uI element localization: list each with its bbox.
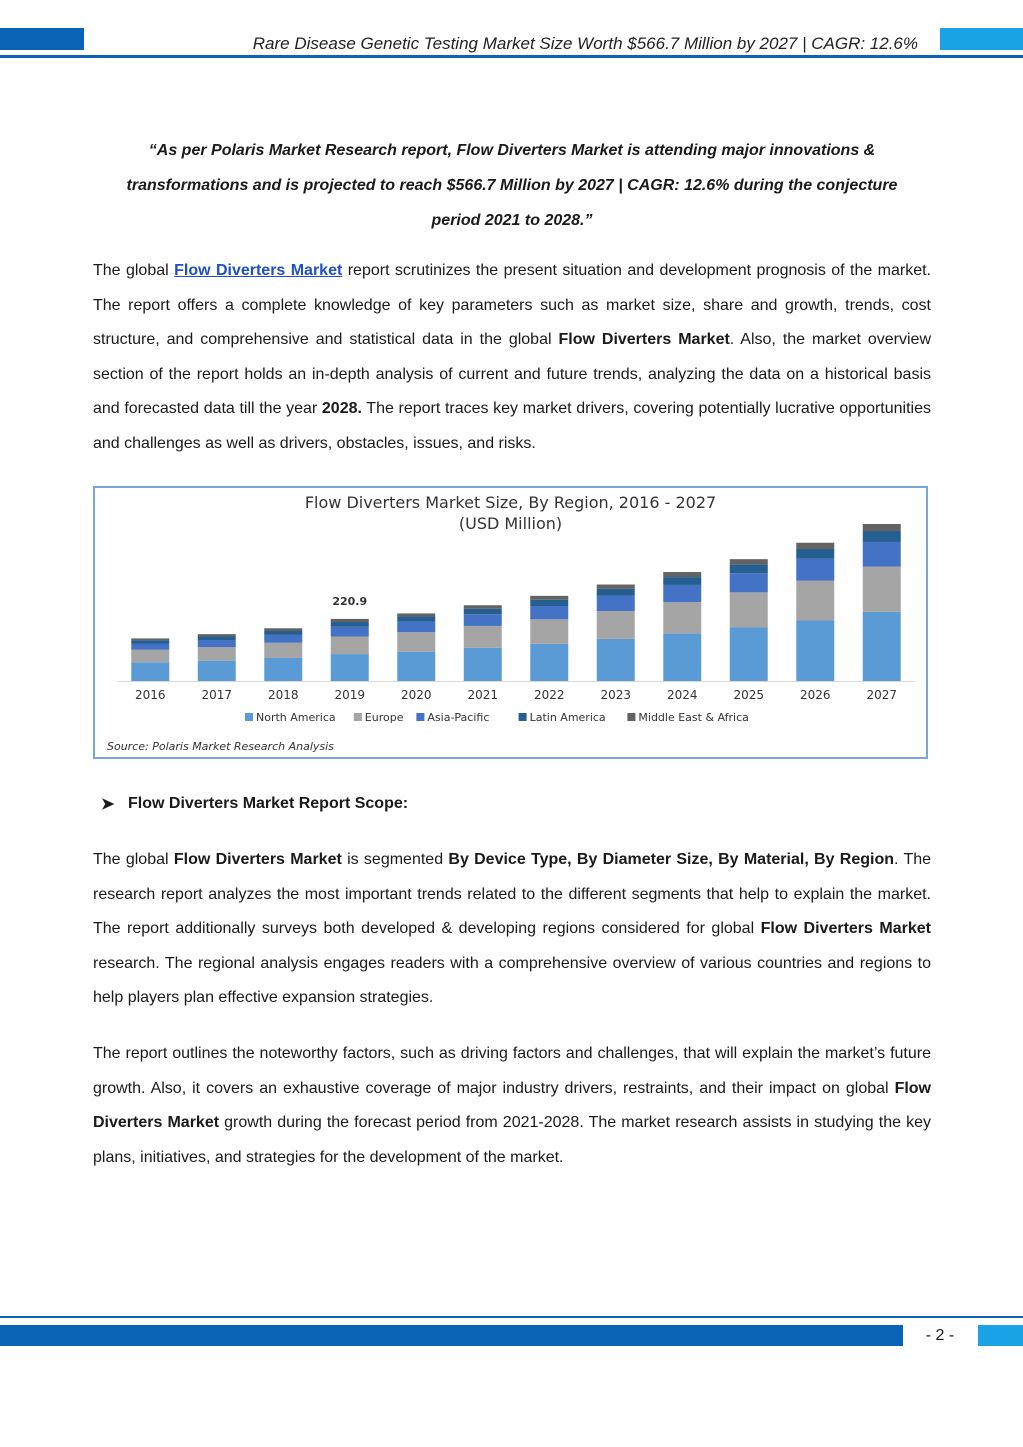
bar-segment	[464, 609, 502, 614]
intro-bold-market: Flow Diverters Market	[558, 331, 730, 349]
bar-segment	[863, 524, 901, 531]
x-tick-label: 2026	[799, 688, 831, 702]
bar-segment	[131, 644, 169, 650]
segmentation-paragraph	[93, 843, 931, 1016]
x-tick-label: 2018	[267, 688, 299, 702]
para2-bold-segments: By Device Type, By Diameter Size, By Material, By Region	[448, 851, 895, 868]
bar-segment	[397, 622, 435, 633]
bar-segment	[730, 565, 768, 574]
x-tick-label: 2023	[600, 688, 632, 702]
bar-segment	[730, 559, 768, 564]
bar-segment	[131, 662, 169, 681]
header-title: Rare Disease Genetic Testing Market Size Worth $566.7 Million by 2027 | CAGR: 12.6%	[252, 34, 918, 53]
x-tick-label: 2022	[533, 688, 565, 702]
bar-segment	[331, 619, 369, 622]
bar-segment	[663, 572, 701, 577]
bar-segment	[730, 627, 768, 681]
bar-segment	[597, 589, 635, 596]
scope-heading-text: Flow Diverters Market Report Scope:	[128, 795, 409, 812]
intro-bold-year: 2028.	[321, 400, 362, 418]
bar-segment	[597, 585, 635, 589]
para2-text-1: The global	[93, 851, 174, 868]
legend-swatch	[354, 713, 362, 721]
para2-text-4: research. The regional analysis engages readers with a comprehensive overview of various countries and regions to help players plan effective expansion strategies.	[93, 954, 931, 1007]
intro-text-4: The report traces key market drivers, covering potentially lucrative opportunities and challenges as well as drivers, obstacles, issues, and risks.	[93, 400, 931, 452]
bar-segment	[131, 638, 169, 640]
bar-segment	[397, 613, 435, 616]
bar-segment	[863, 567, 901, 612]
x-tick-label: 2016	[134, 688, 166, 702]
footer-accent-bar	[0, 1325, 903, 1346]
chart-title: Flow Diverters Market Size, By Region, 2016 - 2027	[304, 493, 717, 512]
bar-segment	[863, 612, 901, 681]
growth-factors-paragraph	[93, 1037, 931, 1175]
bar-segment	[131, 640, 169, 643]
bar-segment	[198, 634, 236, 636]
para2-bold-market-2: Flow Diverters Market	[760, 920, 931, 938]
bar-segment	[397, 652, 435, 681]
intro-paragraph	[93, 254, 931, 462]
arrow-bullet-icon: ➤	[101, 796, 115, 813]
para2-bold-market: Flow Diverters Market	[173, 851, 342, 868]
legend-label: Europe	[364, 711, 404, 724]
bar-segment	[464, 648, 502, 681]
header-accent-left	[0, 28, 84, 50]
x-tick-label: 2025	[733, 688, 765, 702]
bar-segment	[796, 549, 834, 559]
bar-segment	[530, 596, 568, 600]
bar-segment	[331, 627, 369, 637]
bar-segment	[796, 620, 834, 681]
x-tick-label: 2024	[666, 688, 698, 702]
bar-segment	[331, 654, 369, 681]
bar-segment	[663, 577, 701, 585]
bar-segment	[198, 661, 236, 681]
legend-swatch	[627, 713, 635, 721]
para2-text-3: . The research report analyzes the most important trends related to the different segments that help to explain the market. The report additionally surveys both developed & developing regions considered for global	[93, 851, 932, 938]
bar-segment	[597, 639, 635, 681]
quote-line-3: period 2021 to 2028.”	[431, 212, 593, 229]
header-rule	[0, 55, 1023, 58]
legend-swatch	[245, 713, 253, 721]
intro-text-3: . Also, the market overview section of the report holds an in-depth analysis of current and future trends, analyzing the data on a historical basis and forecasted data till the year	[93, 331, 932, 418]
legend-label: North America	[256, 711, 336, 724]
x-tick-label: 2021	[467, 688, 499, 702]
x-tick-label: 2019	[334, 688, 366, 702]
chart-plot	[95, 488, 926, 757]
legend-swatch	[519, 713, 527, 721]
bar-segment	[397, 617, 435, 622]
x-tick-label: 2020	[400, 688, 432, 702]
bar-segment	[264, 631, 302, 635]
bar-segment	[397, 632, 435, 652]
bar-segment	[264, 628, 302, 631]
bar-segment	[264, 643, 302, 658]
para3-text-1: The report outlines the noteworthy factors, such as driving factors and challenges, that will explain the market’s future growth. Also, it covers an exhaustive coverage of major industry drivers, restraints, and their impact on global	[93, 1045, 931, 1097]
bar-segment	[464, 605, 502, 609]
bar-segment	[530, 619, 568, 644]
bar-segment	[464, 614, 502, 626]
bar-segment	[264, 635, 302, 643]
bar-segment	[464, 626, 502, 648]
bar-segment	[597, 596, 635, 611]
quote-line-2: transformations and is projected to reach $566.7 Million by 2027 | CAGR: 12.6% during the conjecture	[126, 177, 898, 194]
bar-segment	[198, 647, 236, 661]
bar-segment	[198, 640, 236, 647]
legend-label: Latin America	[529, 711, 606, 724]
legend-label: Asia-Pacific	[427, 711, 490, 724]
bar-segment	[597, 611, 635, 639]
bar-segment	[863, 542, 901, 567]
market-size-chart	[93, 486, 928, 759]
footer-accent-right	[978, 1325, 1023, 1346]
quote-line-1: “As per Polaris Market Research report, Flow Diverters Market is attending major innovations &	[148, 142, 876, 159]
bar-segment	[198, 636, 236, 640]
bar-segment	[530, 644, 568, 681]
report-scope-heading	[101, 795, 409, 813]
header-accent-right	[940, 28, 1023, 50]
para2-text-2: is segmented	[341, 851, 449, 868]
bar-segment	[331, 622, 369, 627]
para3-text-2: growth during the forecast period from 2021-2028. The market research assists in studying the key plans, initiatives, and strategies for the development of the market.	[93, 1114, 931, 1166]
bar-segment	[730, 573, 768, 592]
flow-diverters-market-link[interactable]: Flow Diverters Market	[174, 262, 343, 279]
intro-quote	[93, 133, 931, 238]
bar-segment	[131, 650, 169, 662]
bar-segment	[663, 633, 701, 681]
x-tick-label: 2017	[201, 688, 233, 702]
bar-segment	[530, 600, 568, 606]
bar-segment	[796, 559, 834, 581]
bar-segment	[663, 602, 701, 633]
bar-segment	[730, 592, 768, 627]
bar-segment	[264, 658, 302, 681]
bar-segment	[796, 581, 834, 621]
bar-segment	[663, 585, 701, 602]
bar-segment	[863, 531, 901, 542]
x-tick-label: 2027	[866, 688, 898, 702]
para3-bold-market: Flow Diverters Market	[93, 1079, 931, 1132]
legend-swatch	[416, 713, 424, 721]
bar-segment	[530, 606, 568, 619]
page-number: - 2 -	[925, 1327, 955, 1344]
legend-label: Middle East & Africa	[638, 711, 749, 724]
chart-subtitle: (USD Million)	[458, 514, 563, 533]
footer-rule	[0, 1316, 1023, 1318]
bar-segment	[796, 543, 834, 549]
intro-text-1: The global	[93, 262, 175, 279]
chart-source: Source: Polaris Market Research Analysis	[107, 740, 334, 753]
intro-text-2: report scrutinizes the present situation and development prognosis of the market. The report offers a complete knowledge of key parameters such as market size, share and growth, trends, cost structure, and comprehensive and statistical data in the global	[93, 262, 932, 349]
bar-segment	[331, 636, 369, 654]
data-label: 220.9	[332, 594, 368, 608]
